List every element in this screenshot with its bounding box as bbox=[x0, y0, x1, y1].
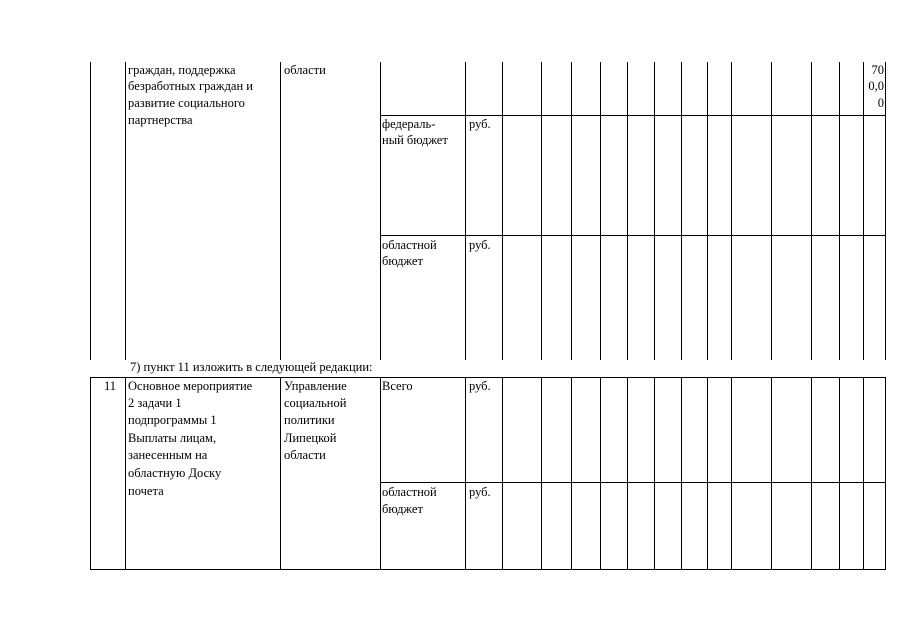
grid-line bbox=[541, 62, 542, 360]
t2-row1-source-line: бюджет bbox=[382, 502, 423, 516]
t2-row0-unit: руб. bbox=[469, 379, 491, 393]
t1-text-line: развитие социального bbox=[128, 96, 245, 110]
grid-line bbox=[90, 377, 91, 570]
grid-line bbox=[627, 377, 628, 570]
grid-line bbox=[125, 377, 126, 570]
t1-row1-source-line: ный бюджет bbox=[382, 133, 448, 147]
grid-line bbox=[541, 377, 542, 570]
grid-line bbox=[771, 62, 772, 360]
grid-line bbox=[731, 377, 732, 570]
t2-text-line: Основное мероприятие bbox=[128, 379, 253, 393]
t2-text-line: 2 задачи 1 bbox=[128, 396, 182, 410]
grid-line bbox=[380, 377, 381, 570]
grid-line bbox=[681, 377, 682, 570]
grid-line bbox=[771, 377, 772, 570]
grid-line bbox=[125, 62, 126, 360]
grid-line bbox=[571, 62, 572, 360]
t2-row1-unit: руб. bbox=[469, 485, 491, 499]
grid-line bbox=[863, 62, 864, 360]
grid-line bbox=[280, 377, 281, 570]
t2-org-line: области bbox=[284, 448, 326, 462]
grid-line bbox=[465, 62, 466, 360]
grid-line bbox=[811, 62, 812, 360]
grid-line bbox=[885, 62, 886, 360]
grid-line bbox=[707, 62, 708, 360]
t1-text-line: безработных граждан и bbox=[128, 79, 253, 93]
value-cell-line: 0 bbox=[877, 95, 884, 110]
t2-text-line: почета bbox=[128, 484, 164, 498]
t1-row1-unit: руб. bbox=[469, 117, 491, 131]
t2-number: 11 bbox=[104, 379, 117, 393]
grid-line bbox=[465, 377, 466, 570]
value-cell-line: 70 bbox=[871, 63, 884, 77]
grid-line bbox=[707, 377, 708, 570]
t1-org: области bbox=[284, 63, 326, 77]
grid-line bbox=[502, 377, 503, 570]
grid-line bbox=[839, 62, 840, 360]
t2-org-line: Липецкой bbox=[284, 431, 337, 445]
value-cell-line: 0,0 bbox=[868, 79, 884, 94]
grid-line bbox=[380, 62, 381, 360]
t2-org-line: социальной bbox=[284, 396, 347, 410]
grid-line bbox=[280, 62, 281, 360]
grid-line bbox=[681, 62, 682, 360]
grid-line bbox=[502, 62, 503, 360]
grid-line bbox=[600, 377, 601, 570]
grid-line bbox=[731, 62, 732, 360]
grid-line bbox=[839, 377, 840, 570]
t2-text-line: подпрограммы 1 bbox=[128, 413, 217, 427]
caption: 7) пункт 11 изложить в следующей редакции: bbox=[130, 360, 373, 374]
grid-line bbox=[600, 62, 601, 360]
grid-line bbox=[654, 62, 655, 360]
t1-text-line: граждан, поддержка bbox=[128, 63, 236, 77]
grid-line bbox=[627, 62, 628, 360]
t2-text-line: областную Доску bbox=[128, 466, 222, 480]
t2-row1-source-line: областной bbox=[382, 485, 437, 499]
t2-org-line: политики bbox=[284, 413, 335, 427]
t1-row2-unit: руб. bbox=[469, 238, 491, 252]
t1-text-line: партнерства bbox=[128, 113, 193, 127]
grid-line bbox=[811, 377, 812, 570]
grid-line bbox=[654, 377, 655, 570]
grid-line bbox=[863, 377, 864, 570]
t1-row2-source-line: областной bbox=[382, 238, 437, 252]
t1-row1-source-line: федераль- bbox=[382, 117, 436, 131]
t2-text-line: занесенным на bbox=[128, 448, 208, 462]
grid-line bbox=[885, 377, 886, 570]
t2-org-line: Управление bbox=[284, 379, 347, 393]
t2-text-line: Выплаты лицам, bbox=[128, 431, 217, 445]
t2-row0-source: Всего bbox=[382, 379, 413, 393]
grid-line bbox=[571, 377, 572, 570]
t1-row2-source-line: бюджет bbox=[382, 254, 423, 268]
grid-line bbox=[90, 62, 91, 360]
